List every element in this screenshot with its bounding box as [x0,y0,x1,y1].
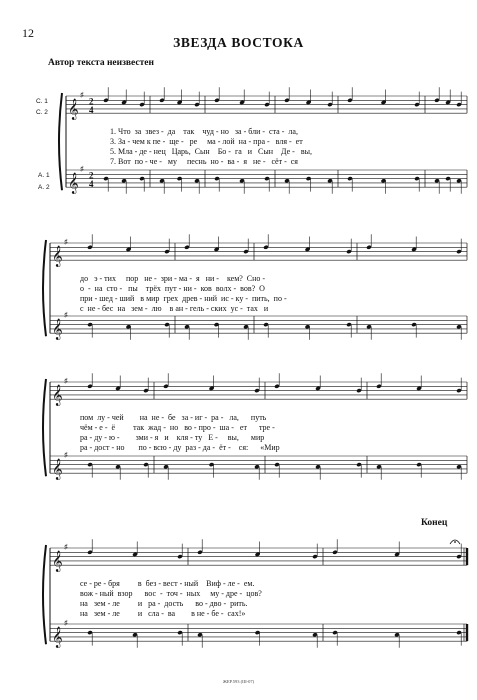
time-signature-bottom: 4 [89,105,94,116]
lyric-line-system-4-verse-2: вож - ный взор вос - точ - ных му - дре - цов? [80,589,262,599]
system-bracket [43,240,46,336]
lyric-line-system-4-verse-3: на зем - ле и ра - дость во - дво - рить. [80,599,248,609]
key-signature-sharp: ♯ [64,450,68,459]
treble-clef: 𝄞 [52,459,63,480]
lyric-line-system-3-verse-3: ра - ду - ю - зми - я и кля - ту Е - вы, мир [80,433,265,443]
lyric-line-system-3-verse-1: пом лу - чей на не - бе за - иг - ра - ла, путь [80,413,267,423]
system-bracket [59,93,62,190]
lyric-line-system-1-verse-4: 7. Вот по - че - му песнь но - ва - я не - сёт - ся [110,157,298,167]
treble-clef: 𝄞 [68,99,79,120]
treble-clef: 𝄞 [68,173,79,194]
voice-label-alto-1: А. 1 [38,172,50,179]
key-signature-sharp: ♯ [64,376,68,385]
publication-code: ЖЕР.593 (Ш-07) [222,679,255,684]
lyric-line-system-3-verse-2: чём - е - ё так жад - но во - про - ша - ет тре - [80,423,275,433]
lyrics-author: Автор текста неизвестен [48,58,154,68]
treble-clef: 𝄞 [52,319,63,340]
key-signature-sharp: ♯ [80,164,84,173]
key-signature-sharp: ♯ [80,90,84,99]
lyric-line-system-2-verse-3: при - шед - ший в мир грех древ - ний ис - ку - пить, по - [80,294,287,304]
lyric-line-system-2-verse-1: до э - тих пор не - зри - ма - я ни - кем? Сно - [80,274,266,284]
lyric-line-system-4-verse-4: на зем - ле и сла - ва в не - бе - сах!» [80,609,246,619]
voice-label-alto-2: А. 2 [38,184,50,191]
system-bracket [43,379,46,476]
time-signature-top: 2 [89,170,94,181]
lyric-line-system-1-verse-3: 5. Мла - де - нец Царь, Сын Бо - га и Сын Де - вы, [110,147,312,157]
lyric-line-system-1-verse-1: 1. Что за звез - да так чуд - но за - бли - ста - ла, [110,127,298,137]
treble-clef: 𝄞 [52,385,63,406]
key-signature-sharp: ♯ [64,237,68,246]
key-signature-sharp: ♯ [64,542,68,551]
fermata-dot [454,541,456,543]
lyric-line-system-2-verse-4: с не - бес на зем - лю в ан - гель - ских ус - тах и [80,304,269,314]
time-signature-top: 2 [89,96,94,107]
time-signature-bottom: 4 [89,179,94,190]
song-title: ЗВЕЗДА ВОСТОКА [173,35,304,50]
voice-label-soprano-2: С. 2 [36,109,48,116]
lyric-line-system-4-verse-1: се - ре - бря в без - вест - ный Виф - ле - ем. [80,579,255,589]
treble-clef: 𝄞 [52,551,63,572]
ending-label: Конец [421,518,448,528]
lyric-line-system-1-verse-2: 3. За - чем к пе - ще - ре ма - лой на - пра - вля - ет [110,137,303,147]
lyric-line-system-2-verse-2: о - на сто - пы трёх пут - ни - ков волх - вов? О [80,284,265,294]
lyric-line-system-3-verse-4: ра - дост - но по - всю - ду раз - да - ёт - ся: «Мир [80,443,280,453]
treble-clef: 𝄞 [52,627,63,648]
treble-clef: 𝄞 [52,246,63,267]
page-number: 12 [22,26,34,40]
system-bracket [43,545,46,644]
key-signature-sharp: ♯ [64,310,68,319]
voice-label-soprano-1: С. 1 [36,98,48,105]
key-signature-sharp: ♯ [64,618,68,627]
